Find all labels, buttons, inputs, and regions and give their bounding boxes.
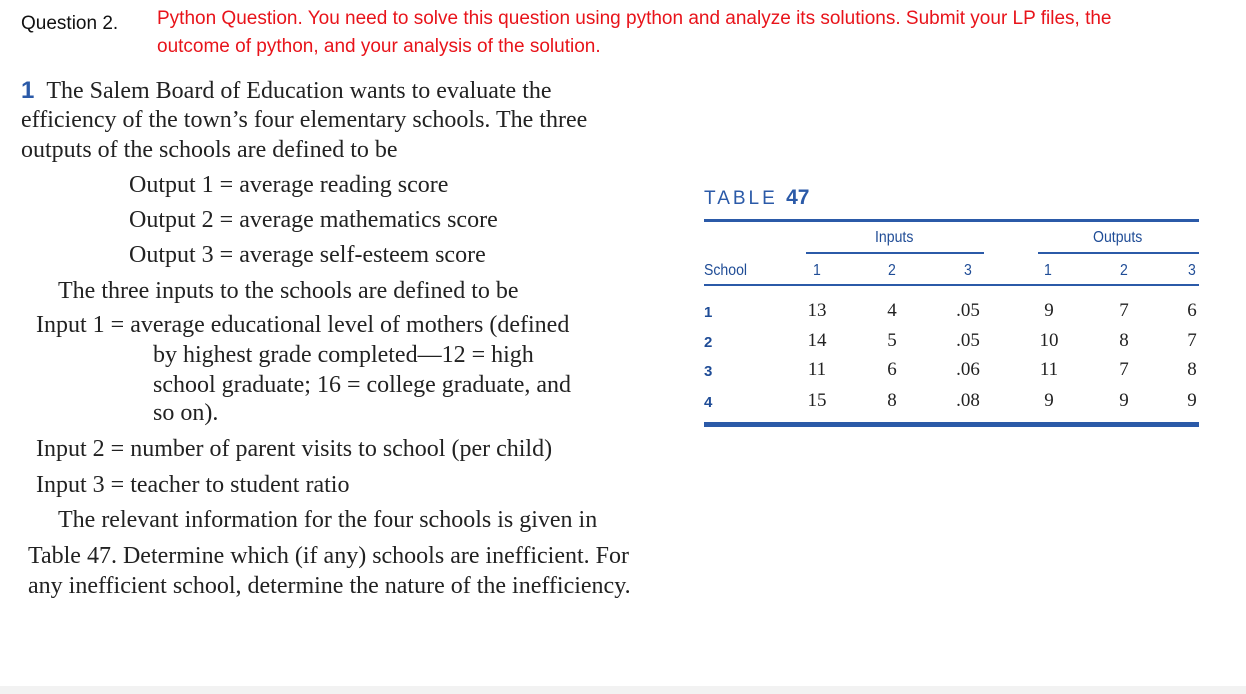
- table-title-word: TABLE: [704, 188, 778, 209]
- table-row-1-school: 1: [704, 304, 713, 321]
- closing-line3: any inefficient school, determine the nature of the inefficiency.: [28, 573, 631, 599]
- column-header-input-2: 2: [888, 262, 896, 279]
- table-cell: 7: [1187, 330, 1197, 351]
- table-cell: 13: [807, 300, 827, 321]
- column-header-output-2: 2: [1120, 262, 1128, 279]
- table-cell: 4: [887, 300, 897, 321]
- problem-intro-line2: efficiency of the town’s four elementary schools. The three: [21, 107, 588, 133]
- table-cell: 11: [1039, 359, 1059, 380]
- column-header-output-3: 3: [1188, 262, 1196, 279]
- question-label: Question 2.: [21, 13, 119, 34]
- table-row-3-school: 3: [704, 363, 713, 380]
- table-cell: 8: [887, 390, 897, 411]
- table-cell: 14: [807, 330, 827, 351]
- problem-number: 1: [21, 77, 35, 104]
- output-1-definition: Output 1 = average reading score: [129, 172, 449, 198]
- input-1-line3: school graduate; 16 = college graduate, and: [153, 372, 572, 398]
- table-title: [704, 186, 809, 210]
- column-header-output-1: 1: [1044, 262, 1052, 279]
- inputs-intro: The three inputs to the schools are defined to be: [58, 278, 519, 304]
- table-cell: 9: [1119, 390, 1129, 411]
- output-3-definition: Output 3 = average self-esteem score: [129, 242, 486, 268]
- question-instruction-line1: Python Question. You need to solve this question using python and analyze its solutions. Submit your LP files, the: [157, 8, 1112, 29]
- table-cell: .05: [956, 330, 980, 351]
- output-2-definition: Output 2 = average mathematics score: [129, 207, 498, 233]
- outputs-group-underline: [1038, 252, 1199, 254]
- table-cell: 6: [887, 359, 897, 380]
- closing-line1: The relevant information for the four schools is given in: [58, 507, 598, 533]
- table-title-number: 47: [786, 186, 810, 209]
- input-1-line4: so on).: [153, 400, 219, 426]
- table-cell: 11: [807, 359, 827, 380]
- column-header-school: School: [704, 262, 748, 279]
- table-cell: 15: [807, 390, 827, 411]
- table-cell: 6: [1187, 300, 1197, 321]
- table-cell: 5: [887, 330, 897, 351]
- table-row-2-school: 2: [704, 334, 713, 351]
- table-cell: 8: [1187, 359, 1197, 380]
- problem-intro-text1: The Salem Board of Education wants to evaluate the: [46, 78, 552, 104]
- table-cell: 10: [1039, 330, 1059, 351]
- table-cell: .08: [956, 390, 980, 411]
- closing-line2: Table 47. Determine which (if any) schools are inefficient. For: [28, 543, 630, 569]
- table-row-4-school: 4: [704, 394, 713, 411]
- table-cell: .06: [956, 359, 980, 380]
- table-cell: 9: [1187, 390, 1197, 411]
- table-top-rule: [704, 219, 1199, 222]
- table-group-outputs: Outputs: [1093, 229, 1143, 246]
- question-instruction-line2: outcome of python, and your analysis of the solution.: [157, 36, 601, 57]
- table-cell: 7: [1119, 359, 1129, 380]
- input-1-line1: Input 1 = average educational level of mothers (defined: [36, 312, 570, 338]
- input-2-definition: Input 2 = number of parent visits to school (per child): [36, 436, 553, 462]
- page-bottom-band: [0, 686, 1246, 694]
- column-header-input-3: 3: [964, 262, 972, 279]
- input-1-line2: by highest grade completed—12 = high: [153, 342, 534, 368]
- table-cell: 9: [1044, 390, 1054, 411]
- problem-intro-line1: [21, 77, 552, 105]
- table-cell: .05: [956, 300, 980, 321]
- table-cell: 8: [1119, 330, 1129, 351]
- inputs-group-underline: [806, 252, 984, 254]
- problem-intro-line3: outputs of the schools are defined to be: [21, 137, 398, 163]
- input-3-definition: Input 3 = teacher to student ratio: [36, 472, 350, 498]
- table-header-rule: [704, 284, 1199, 286]
- table-group-inputs: Inputs: [875, 229, 914, 246]
- table-cell: 9: [1044, 300, 1054, 321]
- table-bottom-rule: [704, 422, 1199, 427]
- column-header-input-1: 1: [813, 262, 821, 279]
- table-cell: 7: [1119, 300, 1129, 321]
